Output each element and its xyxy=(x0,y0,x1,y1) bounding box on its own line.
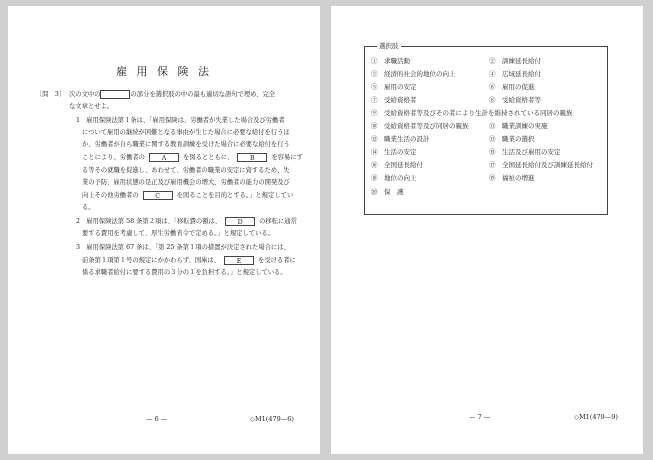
paragraph-2-line xyxy=(76,217,297,227)
paragraph-2-line: 要する費用を考慮して、厚生労働省令で定める。」と規定している。 xyxy=(82,230,274,237)
paragraph-1-line xyxy=(82,153,303,163)
option-item: ⑬ 職業の選択 xyxy=(489,135,535,143)
right-page xyxy=(331,6,643,454)
option-item: ⑦ 受給資格者 xyxy=(371,96,417,104)
left-page xyxy=(8,6,320,454)
text: を受ける者に xyxy=(258,257,296,264)
blank-C: C xyxy=(143,191,173,200)
paragraph-1-line: か、労働者が自ら職業に関する教育訓練を受けた場合に必要な給付を行う xyxy=(82,141,290,148)
blank-A: A xyxy=(149,153,179,162)
question-number: 〔問 3〕 xyxy=(36,91,66,98)
option-item: ⑰ 全国延長給付及び訓練延長給付 xyxy=(489,161,593,169)
option-item: ④ 広域延長給付 xyxy=(489,70,541,78)
question-text: 次の文中の xyxy=(69,91,101,98)
blank-box xyxy=(100,90,130,99)
paragraph-1-line: 1 雇用保険法第１条は、「雇用保険は、労働者が失業した場合及び労働者 xyxy=(76,117,285,124)
question-line-1 xyxy=(69,90,275,100)
text: ことにより、労働者の xyxy=(82,154,145,161)
text: 前条第１項第１号の規定にかかわらず、国庫は、 xyxy=(82,257,221,264)
page-number: — 7 — xyxy=(469,413,491,421)
paragraph-1-line: 業の予防、雇用状態の是正及び雇用機会の増大、労働者の能力の開発及び xyxy=(82,179,290,186)
option-item: ⑩ 受給資格者等及び同居の親族 xyxy=(371,122,469,130)
option-item: ⑨ 受給資格者等及びその者により生計を維持されている同居の親族 xyxy=(371,109,573,117)
paragraph-1-line: る。 xyxy=(82,204,95,211)
option-item: ⑲ 福祉の増進 xyxy=(489,174,535,182)
option-item: ⑪ 職業訓練の実施 xyxy=(489,122,548,130)
text: 2 雇用保険法第 58 条第２項は、「移転費の額は、 xyxy=(76,218,222,225)
option-item: ⑭ 生活の安定 xyxy=(371,148,417,156)
paragraph-3-line xyxy=(82,256,296,266)
question-text: の部分を選択肢の中の最も適切な語句で埋め、完全 xyxy=(130,91,276,98)
option-item: ⑯ 全国延長給付 xyxy=(371,161,423,169)
paragraph-1-line: る等その就職を促進し、あわせて、労働者の職業の安定に資するため、失 xyxy=(82,167,290,174)
text: を容易にす xyxy=(271,154,303,161)
blank-B: B xyxy=(237,153,267,162)
option-item: ⑧ 受給資格者等 xyxy=(489,96,541,104)
option-item: ⑳ 保 護 xyxy=(371,188,404,196)
option-item: ⑫ 職業生活の設計 xyxy=(371,135,430,143)
blank-E: E xyxy=(224,256,254,265)
question-line-2: な文章とせよ。 xyxy=(69,103,114,110)
option-item: ② 訓練延長給付 xyxy=(489,57,541,65)
option-item: ⑮ 生活及び雇用の安定 xyxy=(489,148,561,156)
text: 向上その他労働者の xyxy=(82,192,139,199)
page-code: ◇M1(479—6) xyxy=(250,415,294,423)
text: を図るとともに、 xyxy=(182,154,234,161)
option-item: ⑤ 雇用の安定 xyxy=(371,83,417,91)
page-code: ◇M1(479—9) xyxy=(574,413,618,421)
paragraph-3-line: 係る求職者給付に要する費用の３分の１を負担する。」と規定している。 xyxy=(82,269,287,276)
option-item: ⑱ 地位の向上 xyxy=(371,174,417,182)
paragraph-3-line: 3 雇用保険法第 67 条は、「第 25 条第１項の措置が決定された場合には、 xyxy=(76,244,290,251)
blank-D: D xyxy=(225,217,255,226)
option-item: ① 求職活動 xyxy=(371,57,410,65)
text: の移転に通常 xyxy=(259,218,297,225)
option-item: ⑥ 雇用の促進 xyxy=(489,83,535,91)
text: を図ることを目的とする。」と規定してい xyxy=(176,192,294,199)
option-item: ③ 経済的社会的地位の向上 xyxy=(371,70,456,78)
paragraph-1-line xyxy=(82,191,293,201)
options-title: 選択肢 xyxy=(379,42,399,50)
page-number: — 6 — xyxy=(146,415,168,423)
paragraph-1-line: について雇用の継続が困難となる事由が生じた場合に必要な給付を行うほ xyxy=(82,129,290,136)
page-title: 雇 用 保 険 法 xyxy=(116,65,212,78)
